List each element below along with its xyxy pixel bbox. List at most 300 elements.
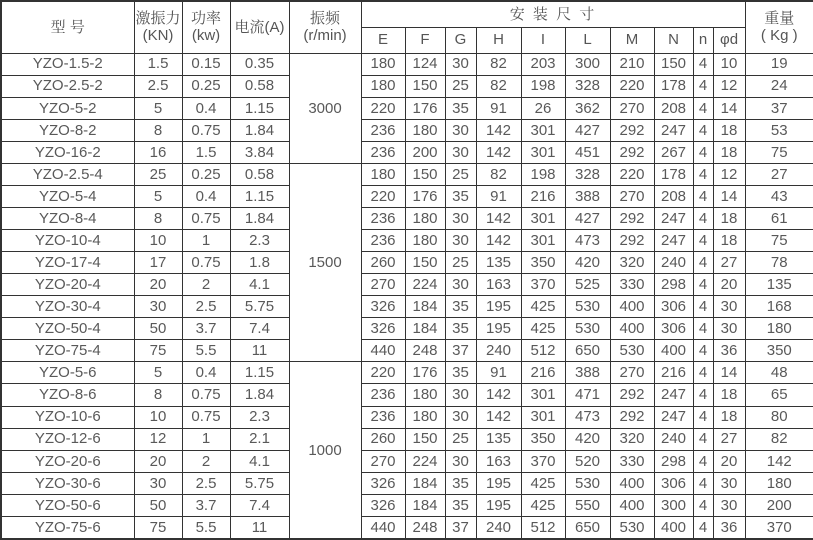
dimension-cell: 270 [361, 450, 405, 472]
force-cell: 75 [134, 516, 182, 539]
dimension-cell: 220 [361, 97, 405, 119]
dimension-cell: 178 [654, 75, 693, 97]
dimension-cell: 240 [476, 516, 521, 539]
dimension-cell: 550 [565, 494, 610, 516]
dimension-cell: 4 [693, 406, 713, 428]
dimension-cell: 425 [521, 296, 565, 318]
dimension-cell: 350 [521, 428, 565, 450]
dimension-cell: 370 [521, 450, 565, 472]
table-row [1, 185, 813, 207]
table-row [1, 406, 813, 428]
dimension-cell: 10 [713, 53, 745, 75]
frequency-cell: 3000 [289, 53, 361, 163]
force-cell: 5 [134, 185, 182, 207]
power-cell: 0.4 [182, 97, 230, 119]
power-cell: 1.5 [182, 141, 230, 163]
dimension-cell: 236 [361, 207, 405, 229]
power-cell: 0.75 [182, 207, 230, 229]
dimension-cell: 30 [445, 274, 476, 296]
dimension-cell: 150 [405, 252, 445, 274]
dimension-cell: 4 [693, 185, 713, 207]
dimension-cell: 195 [476, 318, 521, 340]
dimension-cell: 35 [445, 97, 476, 119]
dimension-cell: 247 [654, 230, 693, 252]
weight-cell: 142 [745, 450, 813, 472]
dimension-cell: 4 [693, 119, 713, 141]
dimension-cell: 420 [565, 252, 610, 274]
dimension-cell: 326 [361, 472, 405, 494]
weight-cell: 48 [745, 362, 813, 384]
dimension-cell: 142 [476, 230, 521, 252]
power-cell: 1 [182, 428, 230, 450]
dimension-cell: 4 [693, 450, 713, 472]
weight-cell: 19 [745, 53, 813, 75]
dimension-cell: 320 [610, 428, 654, 450]
col-header-dim-10: φd [713, 27, 745, 53]
weight-cell: 24 [745, 75, 813, 97]
dimension-cell: 240 [654, 252, 693, 274]
dimension-cell: 180 [361, 53, 405, 75]
dimension-cell: 30 [445, 119, 476, 141]
weight-cell: 43 [745, 185, 813, 207]
power-cell: 1 [182, 230, 230, 252]
table-row [1, 318, 813, 340]
table-row [1, 516, 813, 539]
col-header-force [134, 1, 182, 53]
dimension-cell: 301 [521, 207, 565, 229]
power-label: 功率 [190, 10, 221, 27]
dimension-cell: 35 [445, 185, 476, 207]
dimension-cell: 142 [476, 406, 521, 428]
dimension-cell: 18 [713, 230, 745, 252]
weight-cell: 65 [745, 384, 813, 406]
model-cell: YZO-8-6 [1, 384, 134, 406]
dimension-cell: 473 [565, 406, 610, 428]
model-cell: YZO-20-6 [1, 450, 134, 472]
dimension-cell: 4 [693, 53, 713, 75]
table-row [1, 494, 813, 516]
dimension-cell: 184 [405, 318, 445, 340]
force-cell: 5 [134, 362, 182, 384]
dimension-cell: 650 [565, 340, 610, 362]
dimension-cell: 25 [445, 252, 476, 274]
current-cell: 2.3 [230, 230, 289, 252]
dimension-cell: 4 [693, 296, 713, 318]
force-cell: 30 [134, 472, 182, 494]
dimension-cell: 4 [693, 362, 713, 384]
dimension-cell: 135 [476, 428, 521, 450]
dimension-cell: 530 [565, 472, 610, 494]
dimension-cell: 4 [693, 252, 713, 274]
col-header-dim-6: L [565, 27, 610, 53]
dimension-cell: 25 [445, 75, 476, 97]
dimension-cell: 220 [610, 75, 654, 97]
dimension-cell: 216 [521, 362, 565, 384]
dimension-cell: 300 [565, 53, 610, 75]
power-cell: 0.75 [182, 406, 230, 428]
col-header-frequency [289, 1, 361, 53]
dimension-cell: 530 [565, 296, 610, 318]
dimension-cell: 525 [565, 274, 610, 296]
dimension-cell: 236 [361, 230, 405, 252]
dimension-cell: 328 [565, 163, 610, 185]
force-unit: (KN) [142, 27, 174, 45]
weight-label: 重量 [764, 10, 795, 27]
model-cell: YZO-2.5-4 [1, 163, 134, 185]
dimension-cell: 440 [361, 516, 405, 539]
power-cell: 0.75 [182, 384, 230, 406]
dimension-cell: 247 [654, 384, 693, 406]
dimension-cell: 471 [565, 384, 610, 406]
current-cell: 7.4 [230, 318, 289, 340]
dimension-cell: 248 [405, 340, 445, 362]
force-label: 激振力 [135, 10, 181, 27]
dimension-cell: 30 [445, 207, 476, 229]
power-cell: 0.75 [182, 119, 230, 141]
dimension-cell: 180 [405, 406, 445, 428]
table-row [1, 472, 813, 494]
force-cell: 17 [134, 252, 182, 274]
frequency-label: 振频 [309, 10, 340, 27]
table-row [1, 163, 813, 185]
dimension-cell: 163 [476, 450, 521, 472]
dimension-cell: 198 [521, 75, 565, 97]
power-cell: 0.4 [182, 185, 230, 207]
dimension-cell: 530 [610, 516, 654, 539]
dimension-cell: 306 [654, 318, 693, 340]
current-cell: 5.75 [230, 296, 289, 318]
dimension-cell: 4 [693, 472, 713, 494]
dimension-cell: 135 [476, 252, 521, 274]
dimension-cell: 400 [610, 318, 654, 340]
dimension-cell: 220 [361, 185, 405, 207]
dimension-cell: 267 [654, 141, 693, 163]
dimension-cell: 388 [565, 362, 610, 384]
current-cell: 0.58 [230, 163, 289, 185]
weight-cell: 78 [745, 252, 813, 274]
dimension-cell: 178 [654, 163, 693, 185]
dimension-cell: 650 [565, 516, 610, 539]
dimension-cell: 4 [693, 428, 713, 450]
dimension-cell: 292 [610, 207, 654, 229]
dimension-cell: 216 [654, 362, 693, 384]
weight-cell: 350 [745, 340, 813, 362]
dimension-cell: 512 [521, 340, 565, 362]
weight-cell: 168 [745, 296, 813, 318]
dimension-cell: 20 [713, 450, 745, 472]
dimension-cell: 292 [610, 230, 654, 252]
weight-cell: 200 [745, 494, 813, 516]
current-cell: 1.15 [230, 97, 289, 119]
power-cell: 0.25 [182, 163, 230, 185]
dimension-cell: 236 [361, 119, 405, 141]
dimension-cell: 198 [521, 163, 565, 185]
dimension-cell: 184 [405, 472, 445, 494]
dimension-cell: 180 [405, 207, 445, 229]
dimension-cell: 37 [445, 340, 476, 362]
dimension-cell: 326 [361, 494, 405, 516]
weight-unit: ( Kg ) [760, 27, 798, 45]
dimension-cell: 82 [476, 75, 521, 97]
dimension-cell: 4 [693, 97, 713, 119]
dimension-cell: 306 [654, 296, 693, 318]
force-cell: 12 [134, 428, 182, 450]
model-cell: YZO-75-6 [1, 516, 134, 539]
col-header-dim-8: N [654, 27, 693, 53]
dimension-cell: 180 [405, 119, 445, 141]
dimension-cell: 124 [405, 53, 445, 75]
weight-cell: 135 [745, 274, 813, 296]
col-header-dim-2: F [405, 27, 445, 53]
table-row [1, 141, 813, 163]
dimension-cell: 14 [713, 185, 745, 207]
dimension-cell: 12 [713, 163, 745, 185]
dimension-cell: 4 [693, 340, 713, 362]
model-cell: YZO-5-4 [1, 185, 134, 207]
current-cell: 5.75 [230, 472, 289, 494]
dimension-cell: 236 [361, 141, 405, 163]
dimension-cell: 176 [405, 185, 445, 207]
dimension-cell: 260 [361, 428, 405, 450]
force-cell: 2.5 [134, 75, 182, 97]
table-row [1, 450, 813, 472]
dimension-cell: 220 [361, 362, 405, 384]
force-cell: 10 [134, 230, 182, 252]
dimension-cell: 320 [610, 252, 654, 274]
current-cell: 2.1 [230, 428, 289, 450]
force-cell: 20 [134, 274, 182, 296]
dimension-cell: 400 [654, 516, 693, 539]
weight-cell: 75 [745, 141, 813, 163]
weight-cell: 180 [745, 318, 813, 340]
dimension-cell: 512 [521, 516, 565, 539]
dimension-cell: 301 [521, 119, 565, 141]
power-cell: 0.4 [182, 362, 230, 384]
dimension-cell: 18 [713, 207, 745, 229]
dimension-cell: 326 [361, 296, 405, 318]
dimension-cell: 180 [405, 384, 445, 406]
table-row [1, 252, 813, 274]
dimension-cell: 292 [610, 141, 654, 163]
dimension-cell: 292 [610, 119, 654, 141]
weight-cell: 61 [745, 207, 813, 229]
dimension-cell: 420 [565, 428, 610, 450]
dimension-cell: 260 [361, 252, 405, 274]
dimension-cell: 163 [476, 274, 521, 296]
dimension-cell: 240 [476, 340, 521, 362]
force-cell: 50 [134, 318, 182, 340]
model-cell: YZO-8-4 [1, 207, 134, 229]
dimension-cell: 142 [476, 207, 521, 229]
dimension-cell: 298 [654, 450, 693, 472]
dimension-cell: 91 [476, 185, 521, 207]
force-cell: 8 [134, 384, 182, 406]
dimension-cell: 425 [521, 318, 565, 340]
power-unit: (kw) [191, 27, 221, 45]
dimension-cell: 400 [610, 472, 654, 494]
dimension-cell: 400 [610, 296, 654, 318]
col-header-dim-9: n [693, 27, 713, 53]
model-cell: YZO-75-4 [1, 340, 134, 362]
dimension-cell: 216 [521, 185, 565, 207]
dimension-cell: 530 [610, 340, 654, 362]
dimension-cell: 306 [654, 472, 693, 494]
dimension-cell: 247 [654, 406, 693, 428]
model-cell: YZO-30-4 [1, 296, 134, 318]
power-cell: 0.75 [182, 252, 230, 274]
dimension-cell: 35 [445, 362, 476, 384]
dimension-cell: 248 [405, 516, 445, 539]
dimension-cell: 150 [405, 428, 445, 450]
power-cell: 2.5 [182, 472, 230, 494]
dimension-cell: 270 [361, 274, 405, 296]
table-row [1, 428, 813, 450]
current-cell: 11 [230, 516, 289, 539]
dimension-cell: 520 [565, 450, 610, 472]
power-cell: 0.25 [182, 75, 230, 97]
dimension-cell: 451 [565, 141, 610, 163]
current-cell: 1.8 [230, 252, 289, 274]
force-cell: 1.5 [134, 53, 182, 75]
dimension-cell: 224 [405, 274, 445, 296]
dimension-cell: 4 [693, 230, 713, 252]
dimension-cell: 270 [610, 97, 654, 119]
col-header-power [182, 1, 230, 53]
dimension-cell: 142 [476, 141, 521, 163]
model-cell: YZO-50-4 [1, 318, 134, 340]
model-cell: YZO-17-4 [1, 252, 134, 274]
dimension-cell: 35 [445, 296, 476, 318]
col-header-dim-1: E [361, 27, 405, 53]
dimension-cell: 425 [521, 472, 565, 494]
current-cell: 1.84 [230, 384, 289, 406]
table-row [1, 53, 813, 75]
dimension-cell: 26 [521, 97, 565, 119]
dimension-cell: 301 [521, 384, 565, 406]
col-header-dim-5: I [521, 27, 565, 53]
dimension-cell: 4 [693, 75, 713, 97]
force-cell: 8 [134, 207, 182, 229]
dimension-cell: 400 [654, 340, 693, 362]
dimension-cell: 30 [445, 450, 476, 472]
dimension-cell: 35 [445, 318, 476, 340]
model-cell: YZO-12-6 [1, 428, 134, 450]
dimension-cell: 292 [610, 384, 654, 406]
model-cell: YZO-20-4 [1, 274, 134, 296]
dimension-cell: 4 [693, 318, 713, 340]
dimension-cell: 328 [565, 75, 610, 97]
current-cell: 1.15 [230, 185, 289, 207]
weight-cell: 180 [745, 472, 813, 494]
model-cell: YZO-30-6 [1, 472, 134, 494]
weight-cell: 370 [745, 516, 813, 539]
dimension-cell: 370 [521, 274, 565, 296]
current-cell: 0.58 [230, 75, 289, 97]
col-header-dim-4: H [476, 27, 521, 53]
table-row [1, 119, 813, 141]
dimension-cell: 150 [654, 53, 693, 75]
dimension-cell: 20 [713, 274, 745, 296]
dimension-cell: 4 [693, 494, 713, 516]
dimension-cell: 30 [445, 53, 476, 75]
dimension-cell: 184 [405, 296, 445, 318]
dimension-cell: 35 [445, 494, 476, 516]
dimension-cell: 142 [476, 384, 521, 406]
spec-table-body [1, 53, 813, 539]
dimension-cell: 14 [713, 97, 745, 119]
force-cell: 16 [134, 141, 182, 163]
weight-cell: 80 [745, 406, 813, 428]
power-cell: 2.5 [182, 296, 230, 318]
dimension-cell: 220 [610, 163, 654, 185]
dimension-cell: 36 [713, 516, 745, 539]
dimension-cell: 330 [610, 274, 654, 296]
dimension-cell: 30 [713, 472, 745, 494]
dimension-cell: 91 [476, 97, 521, 119]
dimension-cell: 195 [476, 494, 521, 516]
dimension-cell: 82 [476, 163, 521, 185]
dimension-cell: 35 [445, 472, 476, 494]
table-row [1, 207, 813, 229]
dimension-cell: 180 [361, 163, 405, 185]
weight-cell: 75 [745, 230, 813, 252]
dimension-cell: 4 [693, 207, 713, 229]
frequency-cell: 1000 [289, 362, 361, 539]
force-cell: 25 [134, 163, 182, 185]
dimension-cell: 30 [445, 141, 476, 163]
dimension-cell: 36 [713, 340, 745, 362]
dimension-cell: 208 [654, 185, 693, 207]
current-cell: 1.15 [230, 362, 289, 384]
frequency-cell: 1500 [289, 163, 361, 362]
dimension-cell: 240 [654, 428, 693, 450]
force-cell: 20 [134, 450, 182, 472]
col-header-dim-7: M [610, 27, 654, 53]
dimension-cell: 203 [521, 53, 565, 75]
model-cell: YZO-5-2 [1, 97, 134, 119]
dimension-cell: 25 [445, 428, 476, 450]
col-header-install-dimensions: 安 装 尺 寸 [361, 1, 745, 27]
table-header [1, 1, 813, 53]
weight-cell: 37 [745, 97, 813, 119]
power-cell: 2 [182, 450, 230, 472]
dimension-cell: 30 [445, 384, 476, 406]
dimension-cell: 12 [713, 75, 745, 97]
model-cell: YZO-8-2 [1, 119, 134, 141]
current-cell: 1.84 [230, 207, 289, 229]
dimension-cell: 195 [476, 296, 521, 318]
dimension-cell: 30 [713, 318, 745, 340]
dimension-cell: 150 [405, 75, 445, 97]
col-header-model: 型 号 [1, 1, 134, 53]
dimension-cell: 142 [476, 119, 521, 141]
table-row [1, 75, 813, 97]
dimension-cell: 27 [713, 428, 745, 450]
weight-cell: 82 [745, 428, 813, 450]
dimension-cell: 18 [713, 406, 745, 428]
model-cell: YZO-10-6 [1, 406, 134, 428]
current-cell: 1.84 [230, 119, 289, 141]
model-cell: YZO-5-6 [1, 362, 134, 384]
dimension-cell: 210 [610, 53, 654, 75]
force-cell: 8 [134, 119, 182, 141]
force-cell: 30 [134, 296, 182, 318]
dimension-cell: 388 [565, 185, 610, 207]
dimension-cell: 247 [654, 119, 693, 141]
dimension-cell: 200 [405, 141, 445, 163]
dimension-cell: 27 [713, 252, 745, 274]
dimension-cell: 473 [565, 230, 610, 252]
